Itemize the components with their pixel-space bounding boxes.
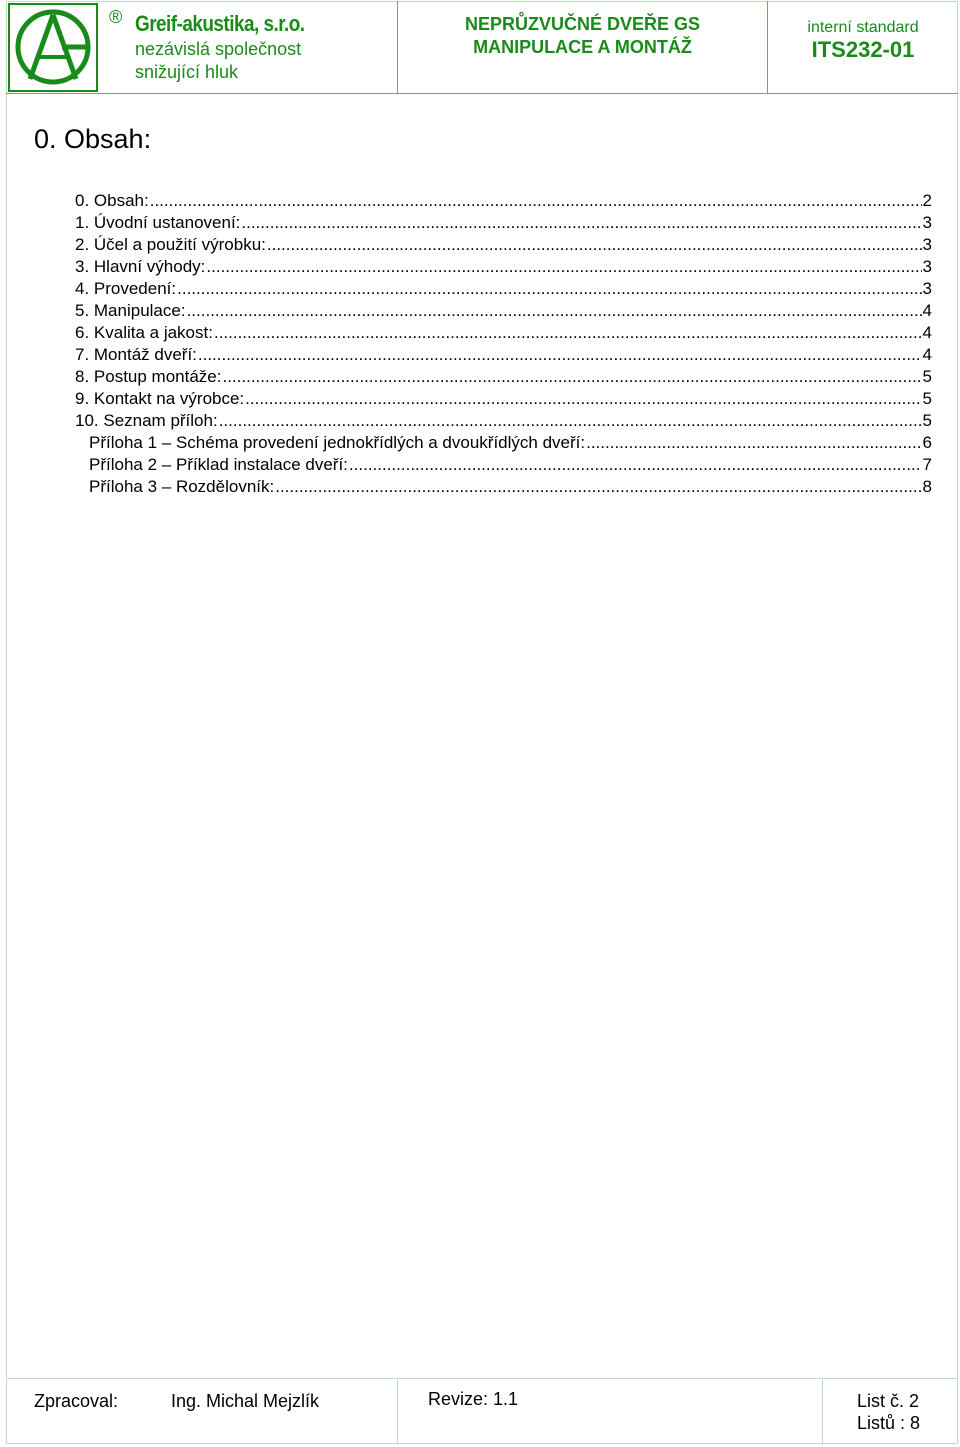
toc-item-label: 3. Hlavní výhody: <box>75 257 206 276</box>
toc-item[interactable] <box>75 278 932 300</box>
toc-item-label: 0. Obsah: <box>75 191 149 210</box>
toc-appendix-item[interactable] <box>75 432 932 454</box>
toc-item-page: 5 <box>922 367 932 386</box>
toc-item-label: Příloha 3 – Rozdělovník: <box>89 477 275 496</box>
toc-leader <box>219 410 922 432</box>
toc-leader <box>586 432 921 454</box>
company-tagline-line2: snižující hluk <box>135 62 239 82</box>
toc-item[interactable] <box>75 212 932 234</box>
author-name: Ing. Michal Mejzlík <box>171 1391 320 1411</box>
sheet-number: List č. 2 <box>857 1391 920 1411</box>
page-count-cell <box>823 1379 958 1445</box>
toc-item-label: 9. Kontakt na výrobce: <box>75 389 245 408</box>
toc-item[interactable] <box>75 234 932 256</box>
toc-item-label: 4. Provedení: <box>75 279 177 298</box>
document-header <box>6 1 958 94</box>
toc-item-label: 1. Úvodní ustanovení: <box>75 213 241 232</box>
company-tagline-line1: nezávislá společnost <box>135 39 302 59</box>
toc-item-page: 7 <box>922 455 932 474</box>
revision-number: Revize: 1.1 <box>428 1389 519 1409</box>
toc-leader <box>206 256 921 278</box>
company-logo <box>8 3 98 92</box>
sheet-total: Listů : 8 <box>857 1413 921 1433</box>
toc-appendix-item[interactable] <box>75 476 932 498</box>
toc-item[interactable] <box>75 388 932 410</box>
toc-item-page: 2 <box>922 191 932 210</box>
toc-item-page: 5 <box>922 389 932 408</box>
toc-leader <box>275 476 921 498</box>
revision-cell <box>398 1379 823 1445</box>
toc-item-label: 10. Seznam příloh: <box>75 411 218 430</box>
toc-item[interactable] <box>75 344 932 366</box>
toc-item-page: 3 <box>922 235 932 254</box>
toc-item-page: 6 <box>922 433 932 452</box>
standard-cell <box>768 1 958 93</box>
toc-leader <box>198 344 922 366</box>
page-title: 0. Obsah: <box>34 124 152 154</box>
toc-item[interactable] <box>75 322 932 344</box>
toc-item-label: Příloha 2 – Příklad instalace dveří: <box>89 455 348 474</box>
toc-leader <box>245 388 921 410</box>
toc-appendix-item[interactable] <box>75 454 932 476</box>
toc-item-page: 3 <box>922 279 932 298</box>
toc-item-page: 8 <box>922 477 932 496</box>
company-name: Greif-akustika, s.r.o. <box>135 11 305 36</box>
toc-item-page: 4 <box>922 345 932 364</box>
toc-item-page: 5 <box>922 411 932 430</box>
toc-item-label: 2. Účel a použití výrobku: <box>75 235 266 254</box>
table-of-contents <box>75 190 932 498</box>
standard-code: ITS232-01 <box>811 37 915 62</box>
toc-leader <box>214 322 922 344</box>
toc-leader <box>349 454 922 476</box>
toc-item[interactable] <box>75 366 932 388</box>
document-title-line1: NEPRŮZVUČNÉ DVEŘE GS <box>464 14 701 34</box>
toc-item-label: 5. Manipulace: <box>75 301 186 320</box>
document-title-line2: MANIPULACE A MONTÁŽ <box>473 37 692 57</box>
toc-item-label: Příloha 1 – Schéma provedení jednokřídlých a dvoukřídlých dveří: <box>89 433 586 452</box>
prepared-by-label: Zpracoval: <box>34 1391 119 1411</box>
toc-item-label: 6. Kvalita a jakost: <box>75 323 213 342</box>
document-title-cell <box>398 1 768 93</box>
toc-item-page: 4 <box>922 301 932 320</box>
toc-leader <box>177 278 921 300</box>
document-footer <box>6 1378 958 1445</box>
toc-item[interactable] <box>75 190 932 212</box>
toc-item-page: 3 <box>922 213 932 232</box>
toc-leader <box>241 212 921 234</box>
toc-leader <box>222 366 921 388</box>
toc-item[interactable] <box>75 256 932 278</box>
toc-item[interactable] <box>75 410 932 432</box>
toc-item-label: 8. Postup montáže: <box>75 367 222 386</box>
toc-item-page: 3 <box>922 257 932 276</box>
toc-leader <box>150 190 922 212</box>
standard-label: interní standard <box>807 19 919 36</box>
toc-item-page: 4 <box>922 323 932 342</box>
toc-item[interactable] <box>75 300 932 322</box>
toc-leader <box>187 300 922 322</box>
company-cell <box>6 1 398 93</box>
registered-mark: ® <box>109 7 123 27</box>
ga-logo-icon <box>10 5 96 90</box>
toc-item-label: 7. Montáž dveří: <box>75 345 197 364</box>
author-cell <box>6 1379 398 1445</box>
toc-leader <box>267 234 922 256</box>
